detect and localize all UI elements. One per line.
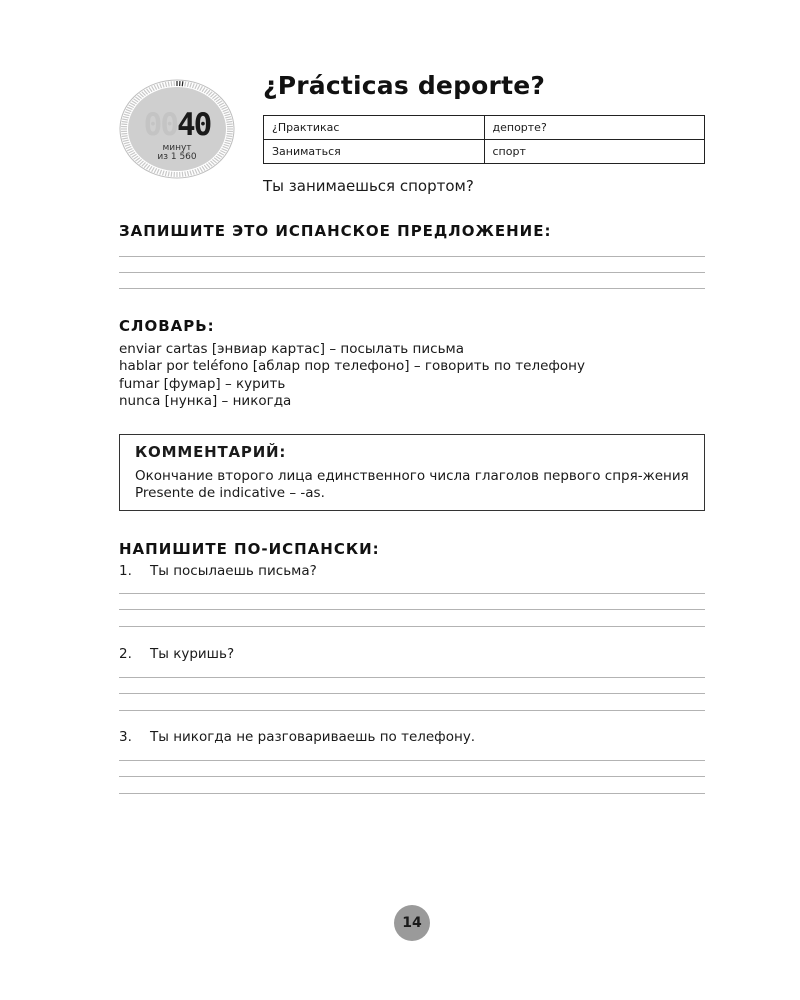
writing-line[interactable] [119, 793, 705, 794]
exercises-heading: НАПИШИТЕ ПО-ИСПАНСКИ: [119, 540, 380, 558]
dial-tick [121, 124, 127, 125]
writing-line[interactable] [119, 272, 705, 273]
write-sentence-heading: ЗАПИШИТЕ ЭТО ИСПАНСКОЕ ПРЕДЛОЖЕНИЕ: [119, 222, 552, 240]
writing-line[interactable] [119, 593, 705, 594]
comment-box [119, 434, 705, 511]
dial-tick [171, 81, 172, 86]
dial-tick [122, 136, 128, 137]
writing-line[interactable] [119, 693, 705, 694]
dial-tick [226, 136, 232, 137]
dial-tick [122, 121, 128, 122]
vocabulary-heading: СЛОВАРЬ: [119, 317, 215, 335]
exercise-number: 1. [119, 563, 132, 579]
timer-unit: минут [162, 143, 192, 153]
timer-total: из 1 560 [157, 152, 197, 162]
dial-tick [226, 121, 232, 122]
table-row [264, 116, 705, 140]
writing-line[interactable] [119, 288, 705, 289]
table-cell: депорте? [484, 116, 705, 140]
table-row [264, 140, 705, 164]
writing-line[interactable] [119, 609, 705, 610]
table-cell: ¿Практикас [264, 116, 485, 140]
writing-line[interactable] [119, 760, 705, 761]
dial-tick [121, 133, 127, 134]
exercise-item [119, 729, 475, 745]
dial-tick [227, 124, 233, 125]
comment-heading: КОММЕНТАРИЙ: [135, 443, 287, 461]
dial-tick [171, 172, 172, 177]
table-cell: Заниматься [264, 140, 485, 164]
translation: Ты занимаешься спортом? [263, 177, 474, 195]
exercise-text: Ты куришь? [150, 646, 235, 662]
writing-line[interactable] [119, 626, 705, 627]
exercise-number: 2. [119, 646, 132, 662]
dial-tick [182, 172, 183, 177]
exercise-text: Ты никогда не разговариваешь по телефону. [150, 729, 476, 745]
list-item: hablar por teléfono [аблар пор телефоно] – говорить по телефону [119, 358, 585, 375]
exercise-number: 3. [119, 729, 132, 745]
vocabulary-list [119, 341, 585, 410]
timer-digits: 0040 [143, 107, 211, 143]
exercise-item [119, 563, 317, 579]
writing-line[interactable] [119, 776, 705, 777]
writing-line[interactable] [119, 256, 705, 257]
writing-line[interactable] [119, 677, 705, 678]
dial-tick [227, 133, 233, 134]
dial-tick [182, 81, 183, 86]
exercise-item [119, 646, 234, 662]
writing-line[interactable] [119, 710, 705, 711]
gloss-table [263, 115, 705, 164]
table-cell: спорт [484, 140, 705, 164]
page-title: ¿Prácticas deporte? [263, 71, 546, 100]
list-item: nunca [нунка] – никогда [119, 392, 292, 409]
comment-text: Окончание второго лица единственного числа глаголов первого спря-жения Presente de indicative – -as. [135, 468, 689, 501]
timer-badge [119, 79, 235, 179]
list-item: fumar [фумар] – курить [119, 375, 286, 392]
exercise-text: Ты посылаешь письма? [150, 563, 317, 579]
list-item: enviar cartas [энвиар картас] – посылать письма [119, 341, 464, 357]
page-number: 14 [394, 905, 430, 941]
